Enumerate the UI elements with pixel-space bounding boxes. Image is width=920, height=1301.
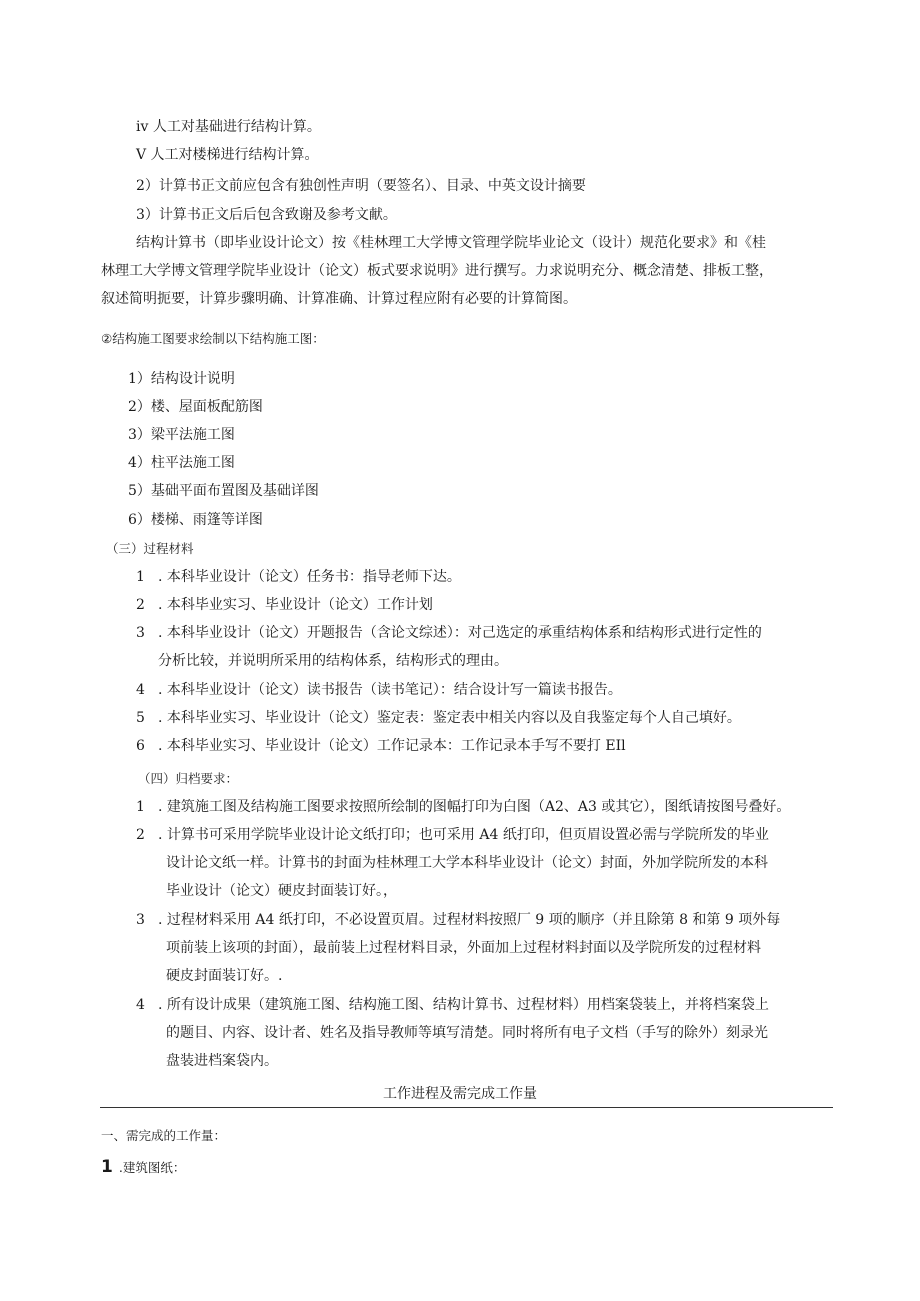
archive-item bbox=[136, 910, 780, 930]
drawings-item: 1）结构设计说明 bbox=[128, 371, 235, 387]
workload-item-text: .建筑图纸： bbox=[118, 1160, 186, 1175]
calc-paragraph-line-2: 林理工大学博文管理学院毕业设计（论文）板式要求说明》进行撰写。力求说明充分、概念清楚、排板工整， bbox=[101, 263, 773, 279]
drawings-item: 3）梁平法施工图 bbox=[128, 427, 235, 443]
archive-item-continuation: 毕业设计（论文）硬皮封面装订好。， bbox=[166, 883, 397, 899]
archive-item bbox=[136, 825, 769, 845]
archive-item-text: . 所有设计成果（建筑施工图、结构施工图、结构计算书、过程材料）用档案袋装上，并将档案袋上 bbox=[158, 997, 769, 1013]
drawings-heading: ②结构施工图要求绘制以下结构施工图： bbox=[101, 331, 325, 346]
process-item bbox=[136, 595, 433, 615]
archive-item-continuation: 盘装进档案袋内。 bbox=[166, 1053, 278, 1069]
archive-item-text: . 建筑施工图及结构施工图要求按照所绘制的图幅打印为白图（A2、A3 或其它），图纸请按图号叠好。 bbox=[158, 799, 791, 815]
process-item bbox=[136, 708, 741, 728]
process-item-text: . 本科毕业实习、毕业设计（论文）工作记录本：工作记录本手写不要打 EIl bbox=[158, 738, 626, 754]
calc-item-iv: iv 人工对基础进行结构计算。 bbox=[136, 119, 321, 135]
process-item-text: . 本科毕业设计（论文）任务书：指导老师下达。 bbox=[158, 569, 461, 585]
process-item bbox=[136, 623, 762, 643]
process-item-number: 3 bbox=[136, 625, 145, 641]
archive-item-number: 2 bbox=[136, 827, 145, 843]
process-item-number: 5 bbox=[136, 710, 145, 726]
workload-item bbox=[101, 1157, 185, 1178]
archive-item bbox=[136, 995, 769, 1015]
archive-item-number: 1 bbox=[136, 799, 145, 815]
process-item bbox=[136, 680, 622, 700]
section-divider bbox=[100, 1107, 833, 1108]
process-item-number: 2 bbox=[136, 597, 145, 613]
calc-item-3: 3）计算书正文后后包含致谢及参考文献。 bbox=[136, 207, 397, 223]
calc-paragraph-line-1: 结构计算书（即毕业设计论文）按《桂林理工大学博文管理学院毕业论文（设计）规范化要求》和《桂 bbox=[136, 235, 766, 251]
process-item-number: 1 bbox=[136, 569, 145, 585]
archive-item-number: 4 bbox=[136, 997, 145, 1013]
archive-item-text: . 计算书可采用学院毕业设计论文纸打印；也可采用 A4 纸打印，但页眉设置必需与学院所发的毕业 bbox=[158, 827, 769, 843]
archive-item-number: 3 bbox=[136, 912, 145, 928]
calc-item-2: 2）计算书正文前应包含有独创性声明（要签名）、目录、中英文设计摘要 bbox=[136, 178, 586, 194]
drawings-item: 2）楼、屋面板配筋图 bbox=[128, 399, 263, 415]
process-item-continuation: 分析比较，并说明所采用的结构体系，结构形式的理由。 bbox=[158, 653, 508, 669]
process-item-text: . 本科毕业实习、毕业设计（论文）鉴定表：鉴定表中相关内容以及自我鉴定每个人自己填好。 bbox=[158, 710, 741, 726]
archive-item-continuation: 硬皮封面装订好。. bbox=[166, 968, 283, 984]
workload-item-number: 1 bbox=[101, 1157, 113, 1177]
drawings-item: 4）柱平法施工图 bbox=[128, 455, 235, 471]
drawings-item: 5）基础平面布置图及基础详图 bbox=[128, 483, 319, 499]
workload-heading: 一、需完成的工作量： bbox=[101, 1128, 227, 1143]
process-item-number: 4 bbox=[136, 682, 145, 698]
process-item bbox=[136, 567, 461, 587]
archive-item-continuation: 的题目、内容、设计者、姓名及指导教师等填写清楚。同时将所有电子文档（手写的除外）刻录光 bbox=[166, 1025, 768, 1041]
calc-item-v: V 人工对楼梯进行结构计算。 bbox=[136, 147, 319, 163]
archive-heading: （四）归档要求： bbox=[138, 771, 239, 786]
archive-item bbox=[136, 797, 790, 817]
calc-paragraph-line-3: 叙述简明扼要，计算步骤明确、计算准确、计算过程应附有必要的计算简图。 bbox=[101, 291, 577, 307]
archive-item-continuation: 设计论文纸一样。计算书的封面为桂林理工大学本科毕业设计（论文）封面，外加学院所发的本科 bbox=[166, 855, 768, 871]
process-item-number: 6 bbox=[136, 738, 145, 754]
drawings-item: 6）楼梯、雨篷等详图 bbox=[128, 512, 263, 528]
process-item-text: . 本科毕业设计（论文）读书报告（读书笔记）：结合设计写一篇读书报告。 bbox=[158, 682, 622, 698]
process-item bbox=[136, 736, 626, 756]
archive-item-text: . 过程材料采用 A4 纸打印，不必设置页眉。过程材料按照厂 9 项的顺序（并且除第 8 和第 9 项外每 bbox=[158, 912, 781, 928]
process-item-text: . 本科毕业设计（论文）开题报告（含论文综述）：对己选定的承重结构体系和结构形式进行定性的 bbox=[158, 625, 762, 641]
process-item-text: . 本科毕业实习、毕业设计（论文）工作计划 bbox=[158, 597, 433, 613]
process-heading: （三）过程材料 bbox=[106, 541, 194, 556]
archive-item-continuation: 项前装上该项的封面），最前装上过程材料目录，外面加上过程材料封面以及学院所发的过程材料 bbox=[166, 940, 761, 956]
section-title: 工作进程及需完成工作量 bbox=[383, 1086, 537, 1102]
